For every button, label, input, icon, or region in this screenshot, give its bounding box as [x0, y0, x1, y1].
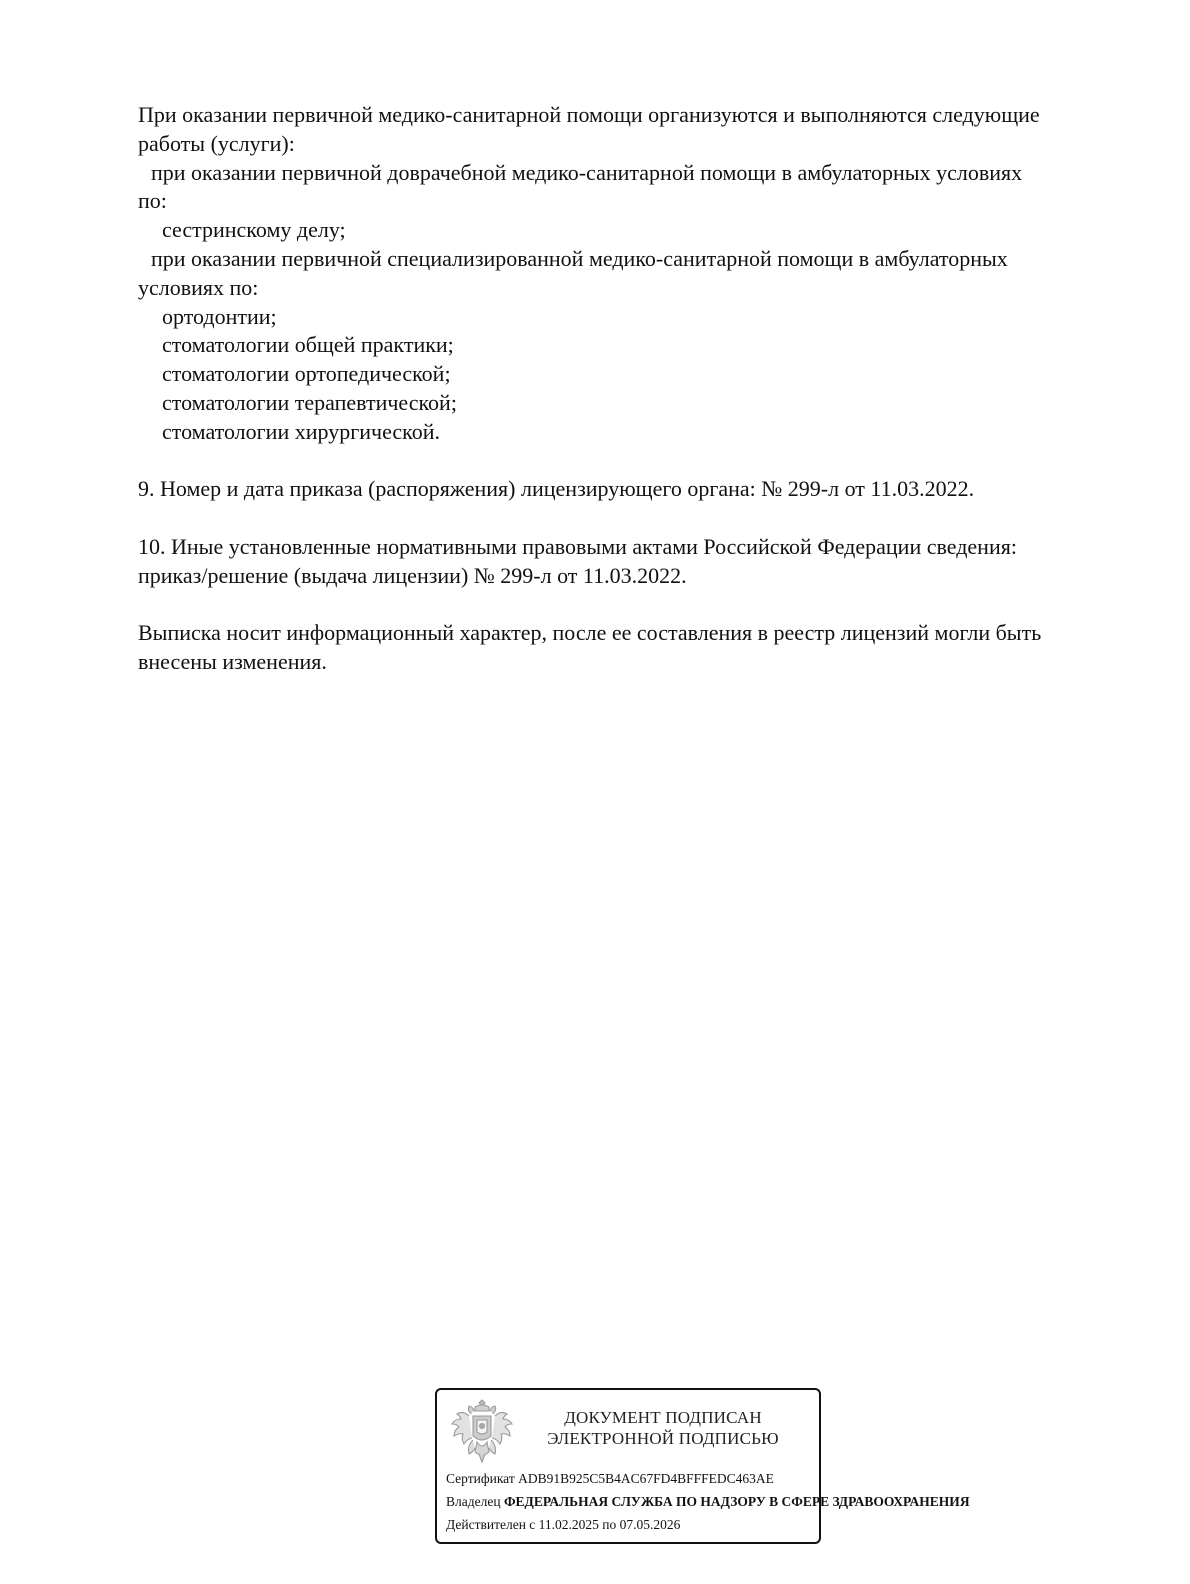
document-line: стоматологии ортопедической; — [162, 361, 451, 387]
document-line: при оказании первичной доврачебной медико-санитарной помощи в амбулаторных условиях — [151, 159, 1023, 185]
document-line: по: — [138, 188, 167, 214]
owner-label: Владелец — [446, 1494, 501, 1509]
owner-value: ФЕДЕРАЛЬНАЯ СЛУЖБА ПО НАДЗОРУ В СФЕРЕ ЗДРАВООХРАНЕНИЯ — [503, 1494, 970, 1509]
owner-row — [446, 1493, 970, 1510]
electronic-signature-stamp — [435, 1388, 970, 1544]
document-line: Выписка носит информационный характер, после ее составления в реестр лицензий могли быть — [138, 620, 1042, 646]
certificate-row — [446, 1470, 774, 1487]
blank-line — [138, 591, 1128, 620]
blank-line — [138, 447, 1128, 476]
document-line: 9. Номер и дата приказа (распоряжения) лицензирующего органа: № 299-л от 11.03.2022. — [138, 476, 975, 502]
document-line: при оказании первичной специализированной медико-санитарной помощи в амбулаторных — [151, 245, 1008, 271]
document-line: сестринскому делу; — [162, 217, 346, 243]
document-line: стоматологии общей практики; — [162, 332, 454, 358]
document-line: условиях по: — [138, 274, 259, 300]
document-line: стоматологии хирургической. — [162, 418, 440, 444]
document-line: 10. Иные установленные нормативными правовыми актами Российской Федерации сведения: — [138, 533, 1017, 559]
certificate-value: ADB91B925C5B4AC67FD4BFFFEDC463AE — [518, 1471, 774, 1486]
blank-line — [138, 504, 1128, 533]
document-line: При оказании первичной медико-санитарной помощи организуются и выполняются следующие — [138, 102, 1040, 127]
document-line: приказ/решение (выдача лицензии) № 299-л от 11.03.2022. — [138, 562, 687, 588]
document-line: стоматологии терапевтической; — [162, 389, 457, 415]
stamp-title-line-2: ЭЛЕКТРОННОЙ ПОДПИСЬЮ — [547, 1429, 779, 1448]
document-line: внесены изменения. — [138, 649, 327, 675]
certificate-label: Сертификат — [446, 1471, 515, 1486]
document-line: ортодонтии; — [162, 303, 277, 329]
double-headed-eagle-emblem-icon — [449, 1398, 515, 1466]
document-body — [138, 101, 1128, 677]
stamp-title — [533, 1407, 793, 1449]
stamp-title-line-1: ДОКУМЕНТ ПОДПИСАН — [564, 1408, 762, 1427]
validity-row — [446, 1516, 680, 1533]
validity-text: Действителен с 11.02.2025 по 07.05.2026 — [446, 1517, 681, 1532]
document-line: работы (услуги): — [138, 130, 295, 156]
